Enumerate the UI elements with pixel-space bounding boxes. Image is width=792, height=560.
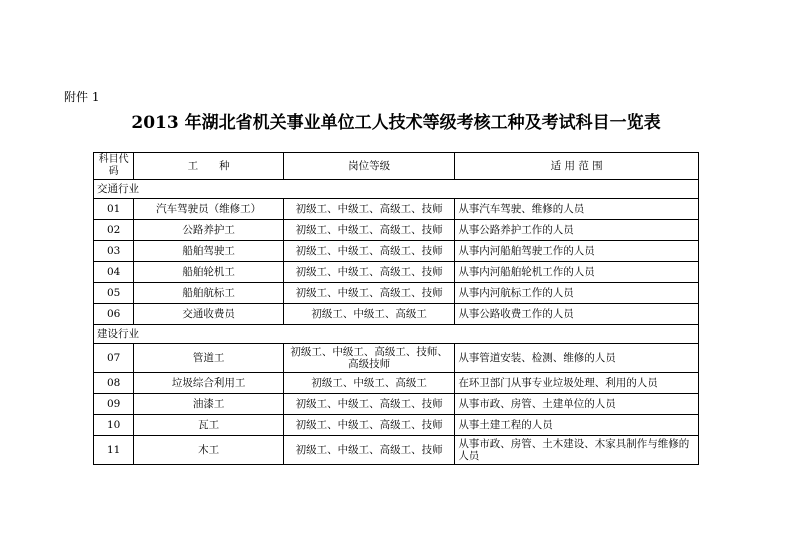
row-trade: 船舶轮机工 xyxy=(134,262,284,283)
row-scope: 从事公路养护工作的人员 xyxy=(455,220,699,241)
table-header-row xyxy=(94,153,699,180)
section-name: 交通行业 xyxy=(94,180,699,199)
document-title: 2013 年湖北省机关事业单位工人技术等级考核工种及考试科目一览表 xyxy=(131,113,661,133)
row-level: 初级工、中级工、高级工、技师 xyxy=(283,241,454,262)
row-scope: 从事汽车驾驶、维修的人员 xyxy=(455,199,699,220)
table-row xyxy=(94,344,699,373)
section-row-construction xyxy=(94,325,699,344)
row-scope: 从事管道安装、检测、维修的人员 xyxy=(455,344,699,373)
row-trade: 瓦工 xyxy=(134,415,284,436)
header-level: 岗位等级 xyxy=(283,153,454,180)
row-scope: 从事内河船舶驾驶工作的人员 xyxy=(455,241,699,262)
row-level: 初级工、中级工、高级工、技师 xyxy=(283,394,454,415)
row-level: 初级工、中级工、高级工、技师 xyxy=(283,199,454,220)
table-row xyxy=(94,262,699,283)
header-code: 科目代码 xyxy=(94,153,134,180)
table-row xyxy=(94,283,699,304)
trade-table xyxy=(93,152,699,465)
row-code: 08 xyxy=(94,373,134,394)
row-level: 初级工、中级工、高级工、技师、高级技师 xyxy=(283,344,454,373)
header-trade: 工 种 xyxy=(134,153,284,180)
row-trade: 油漆工 xyxy=(134,394,284,415)
table-row xyxy=(94,199,699,220)
row-code: 06 xyxy=(94,304,134,325)
row-scope: 从事市政、房管、土建单位的人员 xyxy=(455,394,699,415)
row-trade: 垃圾综合利用工 xyxy=(134,373,284,394)
row-scope: 从事内河船舶轮机工作的人员 xyxy=(455,262,699,283)
table-row xyxy=(94,241,699,262)
row-level: 初级工、中级工、高级工、技师 xyxy=(283,436,454,465)
row-trade: 公路养护工 xyxy=(134,220,284,241)
row-scope: 在环卫部门从事专业垃圾处理、利用的人员 xyxy=(455,373,699,394)
header-scope: 适 用 范 围 xyxy=(455,153,699,180)
table-row xyxy=(94,415,699,436)
table-row xyxy=(94,394,699,415)
row-code: 03 xyxy=(94,241,134,262)
row-code: 09 xyxy=(94,394,134,415)
row-trade: 木工 xyxy=(134,436,284,465)
table-row xyxy=(94,373,699,394)
row-code: 05 xyxy=(94,283,134,304)
row-code: 10 xyxy=(94,415,134,436)
row-trade: 汽车驾驶员（维修工） xyxy=(134,199,284,220)
row-trade: 船舶航标工 xyxy=(134,283,284,304)
table-row xyxy=(94,220,699,241)
row-trade: 船舶驾驶工 xyxy=(134,241,284,262)
row-scope: 从事土建工程的人员 xyxy=(455,415,699,436)
row-code: 11 xyxy=(94,436,134,465)
attachment-label: 附件 1 xyxy=(64,90,100,104)
table-row xyxy=(94,304,699,325)
table-row xyxy=(94,436,699,465)
row-level: 初级工、中级工、高级工、技师 xyxy=(283,415,454,436)
row-code: 02 xyxy=(94,220,134,241)
row-trade: 交通收费员 xyxy=(134,304,284,325)
row-trade: 管道工 xyxy=(134,344,284,373)
section-row-transport xyxy=(94,180,699,199)
row-code: 01 xyxy=(94,199,134,220)
row-code: 07 xyxy=(94,344,134,373)
row-level: 初级工、中级工、高级工、技师 xyxy=(283,283,454,304)
row-level: 初级工、中级工、高级工、技师 xyxy=(283,262,454,283)
row-scope: 从事市政、房管、土木建设、木家具制作与维修的人员 xyxy=(455,436,699,465)
row-scope: 从事公路收费工作的人员 xyxy=(455,304,699,325)
row-level: 初级工、中级工、高级工 xyxy=(283,304,454,325)
row-scope: 从事内河航标工作的人员 xyxy=(455,283,699,304)
section-name: 建设行业 xyxy=(94,325,699,344)
row-level: 初级工、中级工、高级工 xyxy=(283,373,454,394)
row-level: 初级工、中级工、高级工、技师 xyxy=(283,220,454,241)
row-code: 04 xyxy=(94,262,134,283)
